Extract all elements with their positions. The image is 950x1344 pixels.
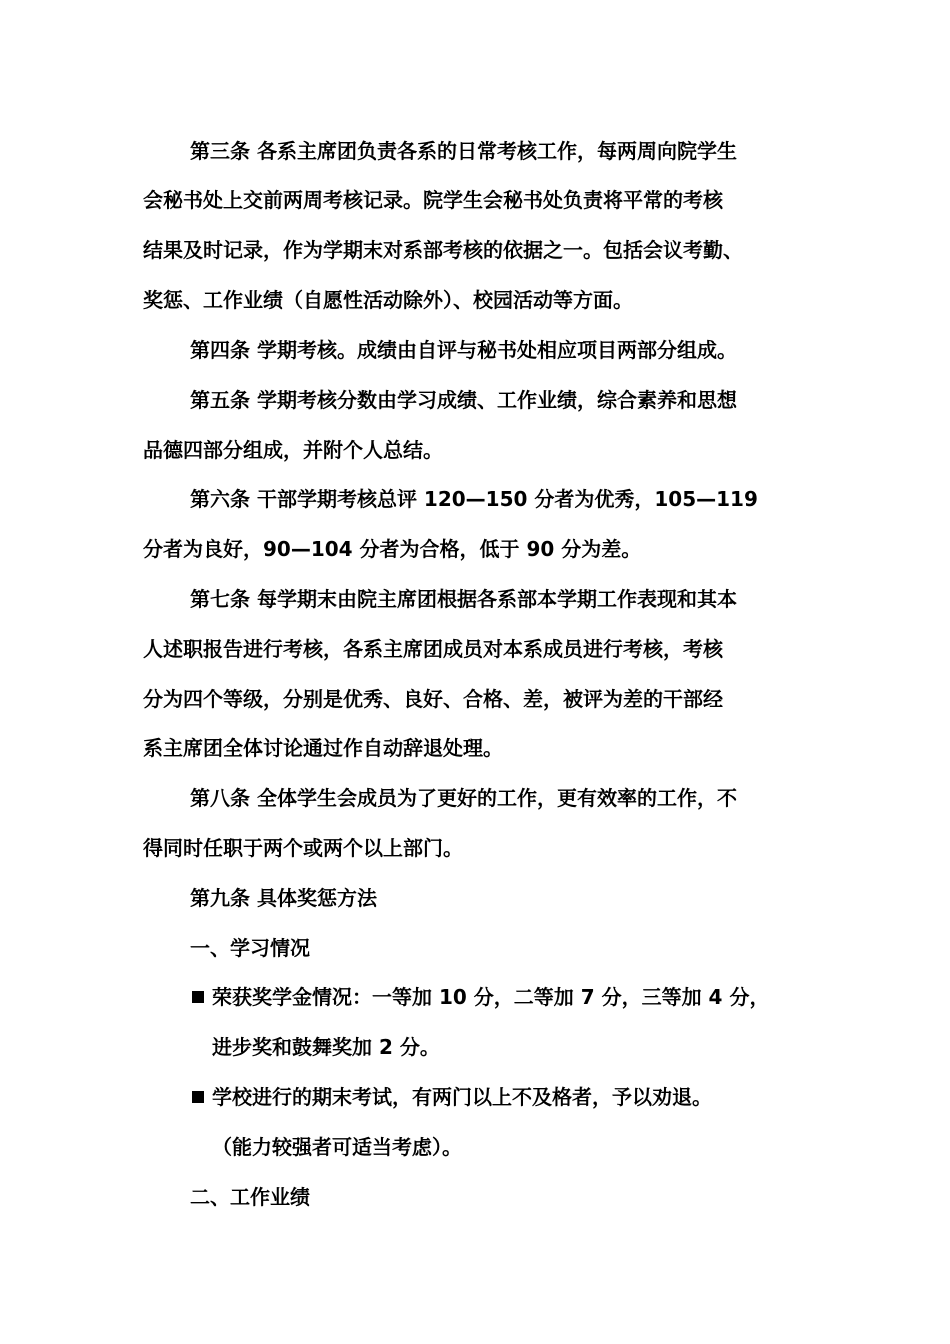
article-7-line-3: 分为四个等级，分别是优秀、良好、合格、差，被评为差的干部经 (143, 687, 723, 711)
bullet-1-square (192, 991, 204, 1003)
section-heading-work: 二、工作业绩 (190, 1185, 310, 1209)
article-3-line-1: 第三条 各系主席团负责各系的日常考核工作，每两周向院学生 (190, 139, 737, 163)
article-8-line-2: 得同时任职于两个或两个以上部门。 (143, 836, 463, 860)
section-heading-study: 一、学习情况 (190, 936, 310, 960)
bullet-1-line-1: 荣获奖学金情况：一等加 10 分，二等加 7 分，三等加 4 分， (212, 985, 770, 1009)
bullet-1-line-2: 进步奖和鼓舞奖加 2 分。 (212, 1035, 440, 1059)
article-3-line-2: 会秘书处上交前两周考核记录。院学生会秘书处负责将平常的考核 (143, 188, 723, 212)
article-3-line-4: 奖惩、工作业绩（自愿性活动除外）、校园活动等方面。 (143, 288, 633, 312)
article-5-line-2: 品德四部分组成，并附个人总结。 (143, 438, 443, 462)
article-9-heading: 第九条 具体奖惩方法 (190, 886, 377, 910)
article-7-line-4: 系主席团全体讨论通过作自动辞退处理。 (143, 736, 503, 760)
bullet-2-square (192, 1091, 204, 1103)
bullet-2-line-2: （能力较强者可适当考虑）。 (212, 1135, 462, 1159)
article-7-line-2: 人述职报告进行考核，各系主席团成员对本系成员进行考核，考核 (143, 637, 723, 661)
bullet-2-line-1: 学校进行的期末考试，有两门以上不及格者，予以劝退。 (212, 1085, 712, 1109)
article-4-line-1: 第四条 学期考核。成绩由自评与秘书处相应项目两部分组成。 (190, 338, 737, 362)
article-6-line-2: 分者为良好，90—104 分者为合格，低于 90 分为差。 (143, 537, 642, 561)
article-6-line-1: 第六条 干部学期考核总评 120—150 分者为优秀，105—119 (190, 487, 758, 511)
article-3-line-3: 结果及时记录，作为学期末对系部考核的依据之一。包括会议考勤、 (143, 238, 743, 262)
article-8-line-1: 第八条 全体学生会成员为了更好的工作，更有效率的工作，不 (190, 786, 737, 810)
article-5-line-1: 第五条 学期考核分数由学习成绩、工作业绩，综合素养和思想 (190, 388, 737, 412)
article-7-line-1: 第七条 每学期末由院主席团根据各系部本学期工作表现和其本 (190, 587, 737, 611)
